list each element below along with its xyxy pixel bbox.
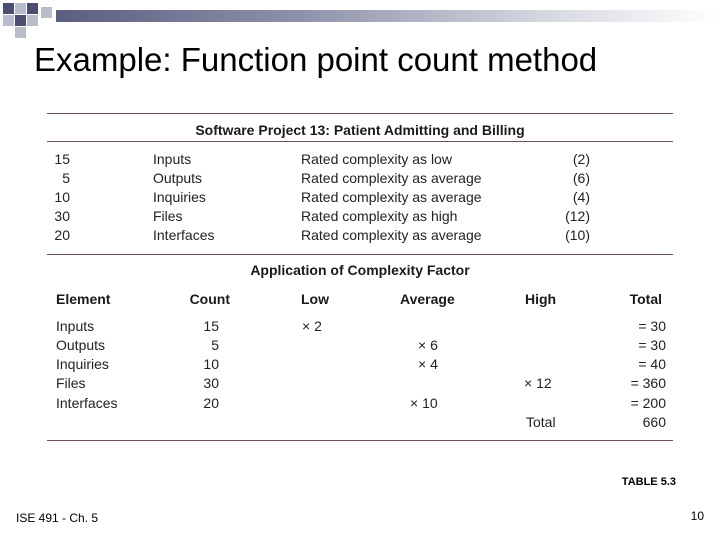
component-count: 20 — [54, 227, 70, 243]
row-total: = 40 — [638, 356, 666, 372]
row-high: × 12 — [524, 375, 552, 391]
row-average: × 4 — [418, 356, 438, 372]
row-count: 20 — [203, 395, 219, 411]
header-low: Low — [301, 291, 329, 307]
factor-title: Application of Complexity Factor — [250, 262, 470, 278]
component-count: 10 — [54, 189, 70, 205]
component-complexity: Rated complexity as average — [301, 189, 482, 205]
grand-total-label: Total — [526, 414, 556, 430]
component-weight: (2) — [572, 151, 590, 167]
header-average: Average — [400, 291, 455, 307]
component-complexity: Rated complexity as average — [301, 170, 482, 186]
row-element: Inquiries — [56, 356, 109, 372]
row-average: × 10 — [410, 395, 438, 411]
component-count: 15 — [54, 151, 70, 167]
header-high: High — [525, 291, 557, 307]
row-element: Outputs — [56, 337, 106, 353]
slide-footer: ISE 491 - Ch. 5 — [16, 511, 99, 525]
component-name: Outputs — [153, 170, 203, 186]
header-total: Total — [629, 291, 662, 307]
table-rule-bottom — [47, 440, 673, 441]
project-title: Software Project 13: Patient Admitting and Billing — [195, 122, 525, 138]
row-element: Inputs — [56, 318, 95, 334]
page-number: 10 — [690, 509, 704, 523]
row-total: = 360 — [630, 375, 666, 391]
component-weight: (6) — [572, 170, 590, 186]
row-count: 5 — [211, 337, 219, 353]
component-complexity: Rated complexity as high — [301, 208, 458, 224]
component-weight: (10) — [565, 227, 590, 243]
component-name: Inputs — [153, 151, 192, 167]
component-name: Inquiries — [153, 189, 206, 205]
row-total: = 200 — [630, 395, 666, 411]
table-rule-project — [47, 141, 673, 142]
slide-title: Example: Function point count method — [34, 41, 598, 78]
row-element: Interfaces — [56, 395, 118, 411]
header-count: Count — [189, 291, 230, 307]
row-average: × 6 — [418, 337, 438, 353]
row-count: 30 — [203, 375, 219, 391]
component-count: 30 — [54, 208, 70, 224]
component-name: Interfaces — [153, 227, 215, 243]
table-rule-middle — [47, 254, 673, 255]
component-count: 5 — [62, 170, 70, 186]
component-name: Files — [153, 208, 183, 224]
component-complexity: Rated complexity as average — [301, 227, 482, 243]
row-count: 10 — [203, 356, 219, 372]
component-weight: (12) — [565, 208, 590, 224]
row-count: 15 — [203, 318, 219, 334]
component-complexity: Rated complexity as low — [301, 151, 452, 167]
row-total: = 30 — [638, 337, 666, 353]
table-rule-top — [47, 113, 673, 114]
row-total: = 30 — [638, 318, 666, 334]
header-element: Element — [56, 291, 111, 307]
table-caption: TABLE 5.3 — [621, 476, 676, 488]
grand-total-value: 660 — [642, 414, 666, 430]
component-weight: (4) — [572, 189, 590, 205]
row-low: × 2 — [302, 318, 322, 334]
row-element: Files — [56, 375, 86, 391]
